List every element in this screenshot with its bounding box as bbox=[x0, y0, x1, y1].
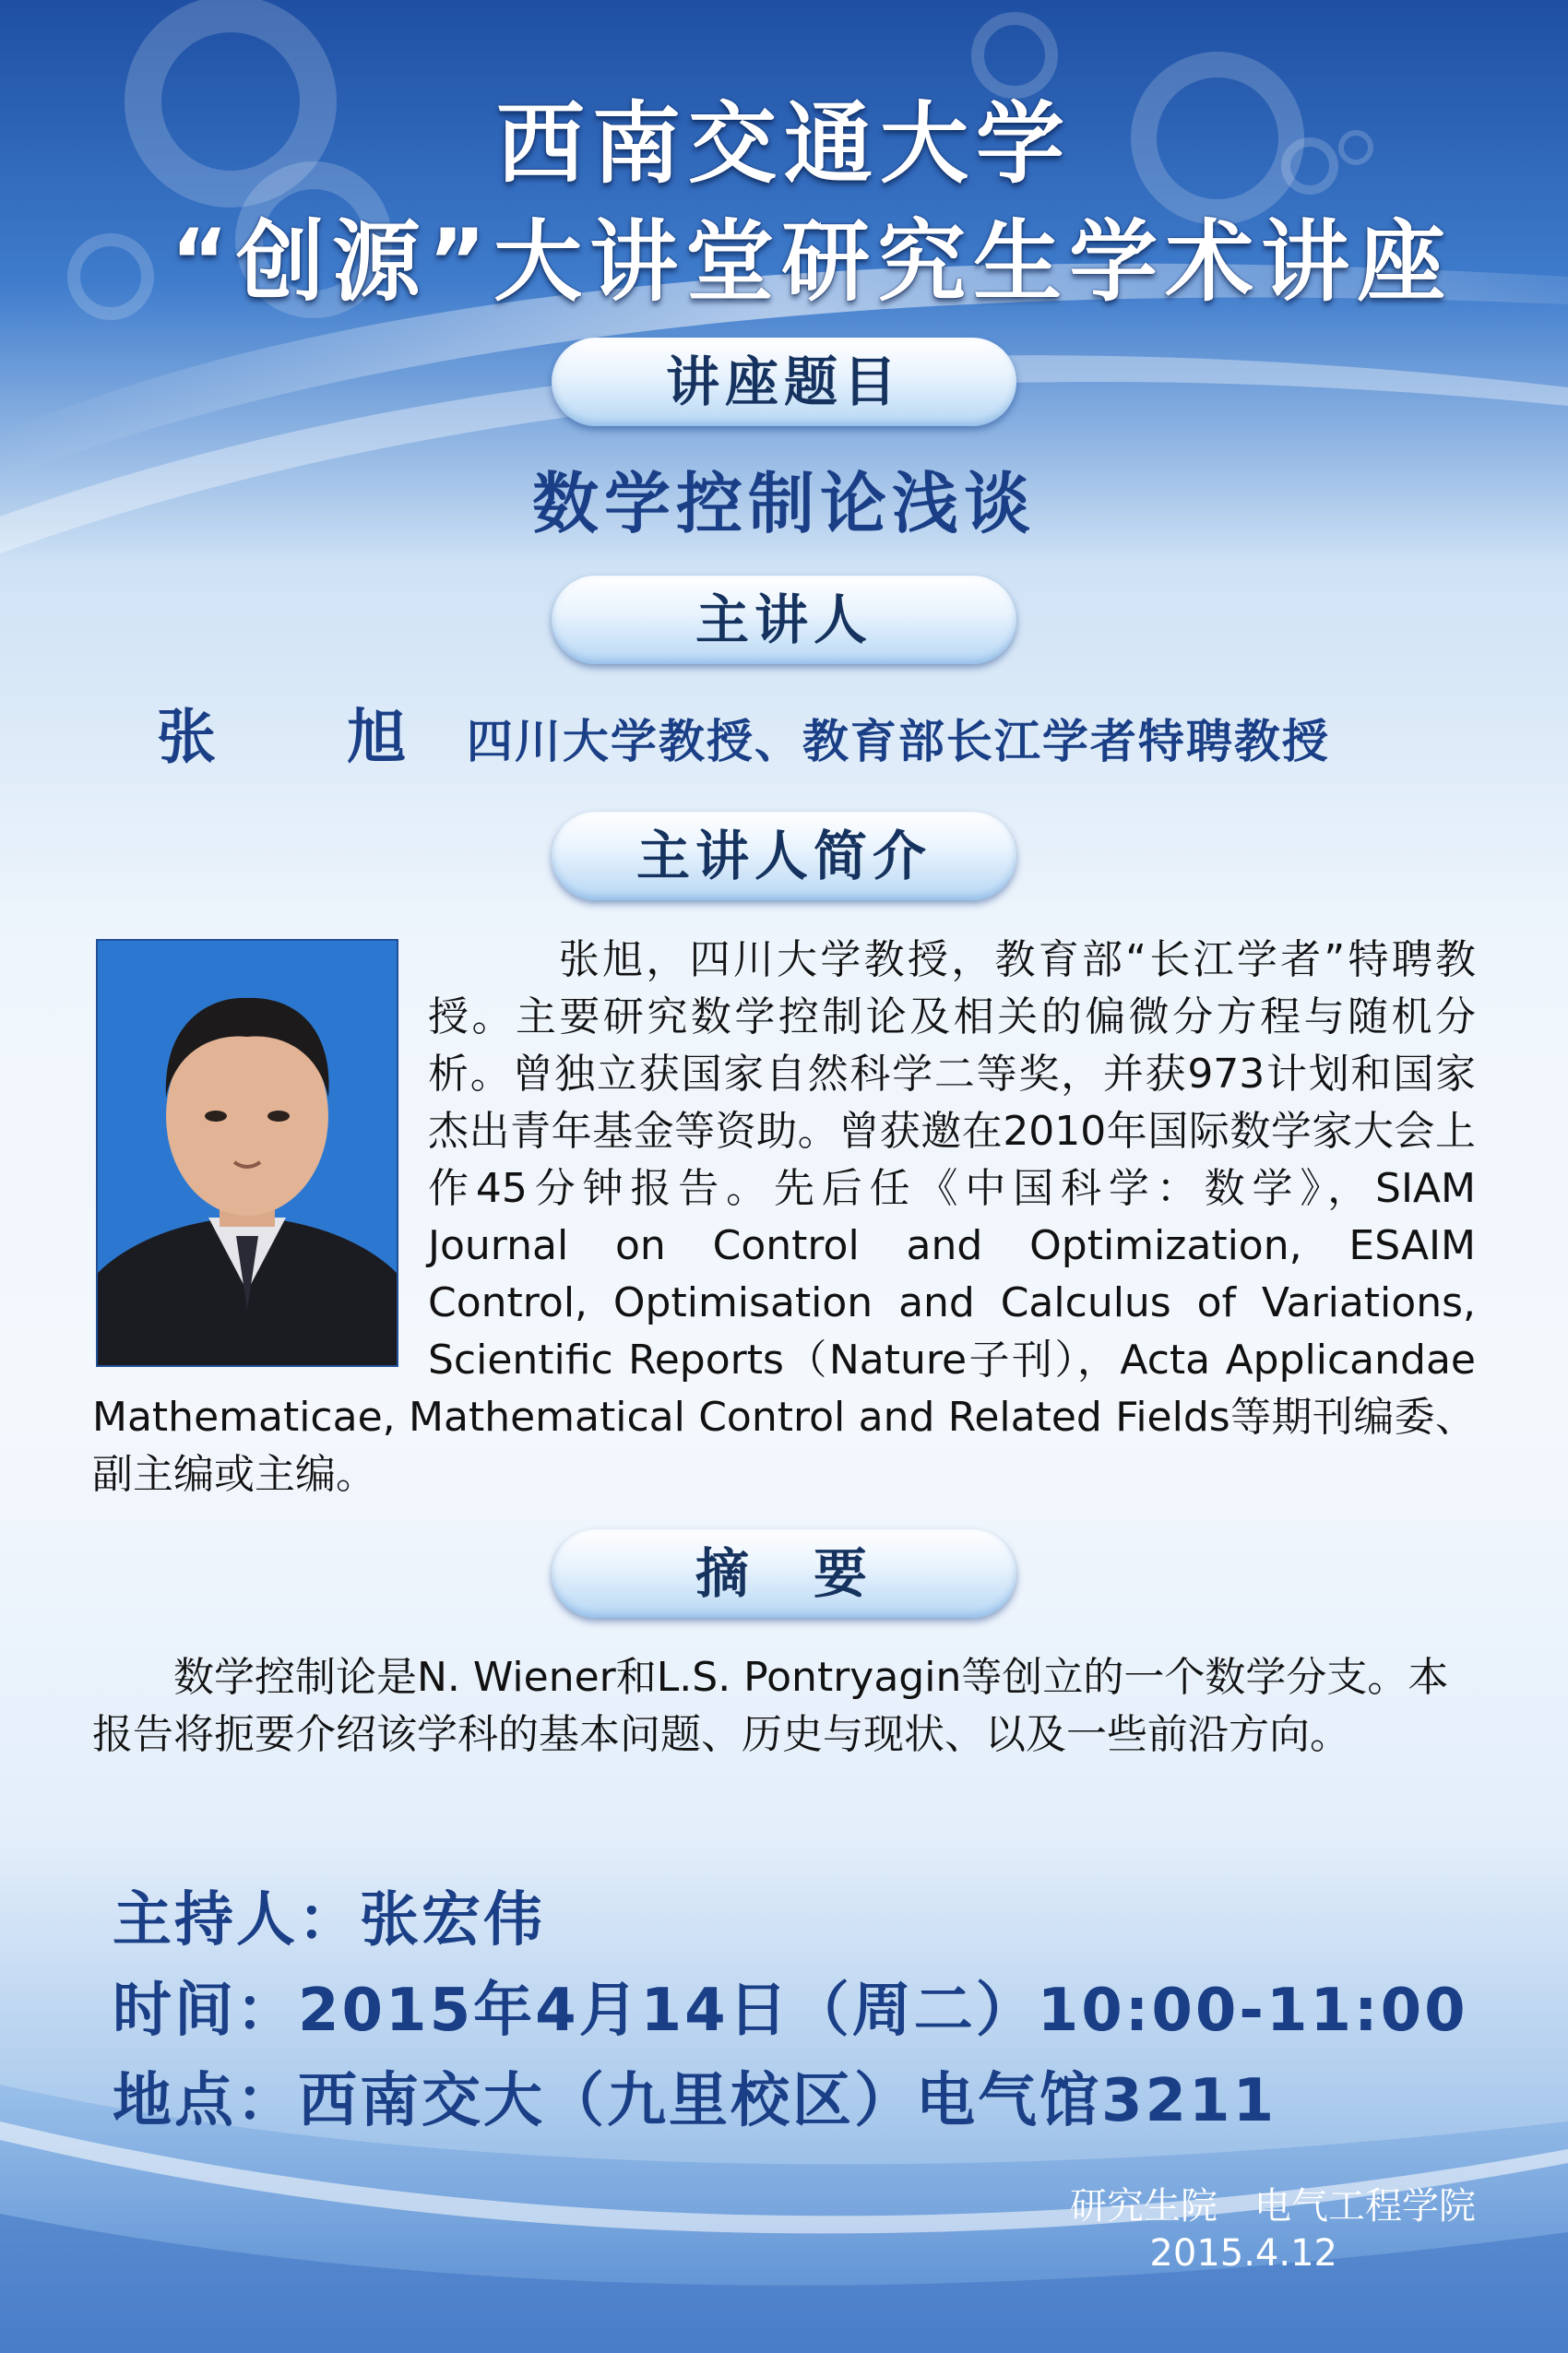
speaker-photo bbox=[96, 939, 398, 1367]
speaker-bio-text: 张旭，四川大学教授，教育部“长江学者”特聘教授。主要研究数学控制论及相关的偏微分方程与随机分析。曾独立获国家自然科学二等奖，并获973计划和国家杰出青年基金等资助。曾获邀在2010年国际数学家大会上作45分钟报告。先后任《中国科学：数学》，SIAM Journal on Control and Optimization, ESAIM Control, Optimisation and Calculus of Variations, Scientific Reports（Nature子刊），Acta Applicandae Mathematicae, Mathematical Control and Related Fields等期刊编委、副主编或主编。 bbox=[92, 936, 1476, 1498]
section-label-abstract: 摘 要 bbox=[552, 1529, 1016, 1618]
speaker-title: 四川大学教授、教育部长江学者特聘教授 bbox=[466, 715, 1330, 768]
section-label-topic: 讲座题目 bbox=[552, 338, 1016, 426]
title-university: 西南交通大学 bbox=[496, 92, 1072, 196]
footer-organizers: 研究生院 电气工程学院 bbox=[1070, 2185, 1476, 2228]
section-label-speaker: 主讲人 bbox=[552, 576, 1016, 664]
section-label-bio: 主讲人简介 bbox=[552, 812, 1016, 900]
event-time: 时间：2015年4月14日（周二）10:00-11:00 bbox=[113, 1977, 1468, 2045]
event-place: 地点：西南交大（九里校区）电气馆3211 bbox=[113, 2067, 1277, 2135]
title-lecture-series: “创源”大讲堂研究生学术讲座 bbox=[170, 210, 1454, 314]
lecture-title: 数学控制论浅谈 bbox=[531, 465, 1036, 542]
event-host: 主持人：张宏伟 bbox=[113, 1886, 545, 1955]
footer-date: 2015.4.12 bbox=[1149, 2232, 1337, 2275]
abstract-text: 数学控制论是N. Wiener和L.S. Pontryagin等创立的一个数学分支。本报告将扼要介绍该学科的基本问题、历史与现状、以及一些前沿方向。 bbox=[92, 1654, 1449, 1758]
speaker-line bbox=[157, 690, 1448, 775]
speaker-name: 张 旭 bbox=[157, 704, 462, 772]
